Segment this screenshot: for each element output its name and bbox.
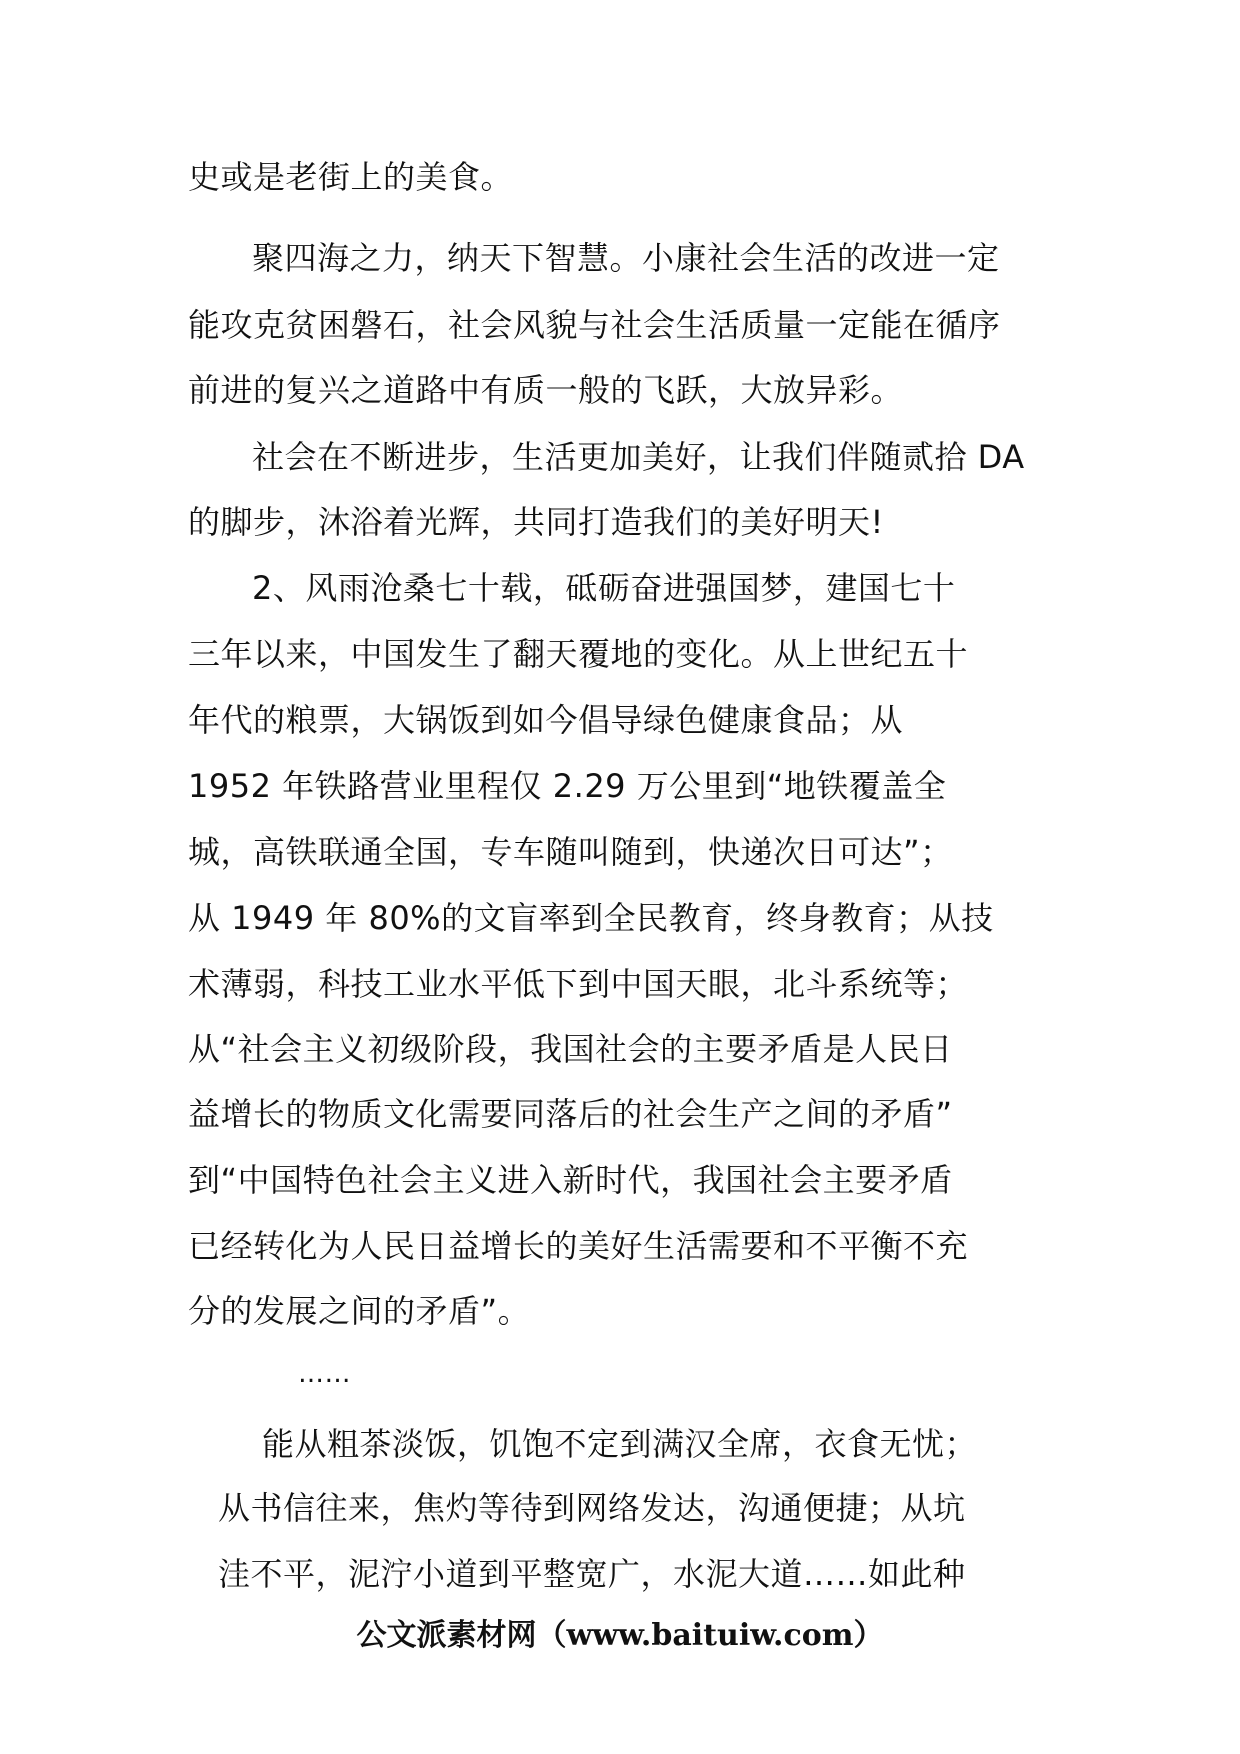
text-line: 已经转化为人民日益增长的美好生活需要和不平衡不充 [188, 1227, 969, 1265]
text-line: 从“社会主义初级阶段，我国社会的主要矛盾是人民日 [188, 1030, 953, 1068]
text-line: 2、风雨沧桑七十载，砥砺奋进强国梦，建国七十 [252, 569, 956, 607]
text-line: 能攻克贫困磐石，社会风貌与社会生活质量一定能在循序 [188, 306, 1001, 344]
text-line: 从书信往来，焦灼等待到网络发达，沟通便捷；从坑 [218, 1489, 966, 1527]
text-line: 益增长的物质文化需要同落后的社会生产之间的矛盾” [188, 1095, 953, 1133]
text-line: 年代的粮票，大锅饭到如今倡导绿色健康食品；从 [188, 701, 904, 739]
text-line: 从 1949 年 80%的文盲率到全民教育，终身教育；从技 [188, 899, 994, 937]
text-line: 能从粗茶淡饭，饥饱不定到满汉全席，衣食无忧； [262, 1425, 978, 1463]
text-line: 城，高铁联通全国，专车随叫随到，快递次日可达”； [188, 833, 953, 871]
text-line: 分的发展之间的矛盾”。 [188, 1292, 531, 1330]
text-line: 前进的复兴之道路中有质一般的飞跃，大放异彩。 [188, 371, 904, 409]
text-line: 术薄弱，科技工业水平低下到中国天眼，北斗系统等； [188, 965, 969, 1003]
text-line: 洼不平，泥泞小道到平整宽广，水泥大道……如此种 [218, 1555, 966, 1593]
text-line: 到“中国特色社会主义进入新时代，我国社会主要矛盾 [188, 1161, 953, 1199]
text-line: 三年以来，中国发生了翻天覆地的变化。从上世纪五十 [188, 635, 969, 673]
ellipsis-line: …… [298, 1359, 351, 1389]
text-line: 的脚步，沐浴着光辉，共同打造我们的美好明天! [188, 503, 884, 541]
text-line: 史或是老街上的美食。 [188, 158, 514, 196]
text-line: 社会在不断进步，生活更加美好，让我们伴随贰拾 DA [252, 438, 1025, 476]
text-line: 聚四海之力，纳天下智慧。小康社会生活的改进一定 [252, 239, 1000, 277]
footer-source: 公文派素材网（www.baituiw.com） [356, 1618, 884, 1653]
text-line: 1952 年铁路营业里程仅 2.29 万公里到“地铁覆盖全 [188, 767, 947, 805]
